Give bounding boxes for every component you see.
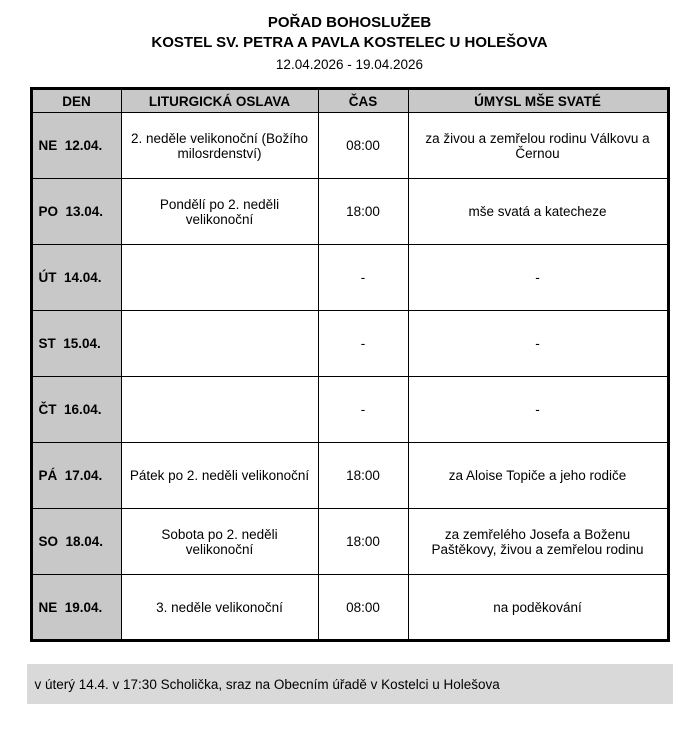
table-row bbox=[31, 311, 668, 377]
intention-cell: - bbox=[408, 311, 668, 377]
table-row bbox=[31, 179, 668, 245]
day-cell: NE 12.04. bbox=[31, 113, 121, 179]
celebration-cell: Sobota po 2. neděli velikonoční bbox=[121, 509, 318, 575]
celebration-cell bbox=[121, 245, 318, 311]
day-cell: ÚT 14.04. bbox=[31, 245, 121, 311]
time-cell: - bbox=[318, 377, 408, 443]
celebration-cell: Pondělí po 2. neděli velikonoční bbox=[121, 179, 318, 245]
day-cell: PO 13.04. bbox=[31, 179, 121, 245]
table-row bbox=[31, 245, 668, 311]
intention-cell: za zemřelého Josefa a Boženu Paštěkovy, živou a zemřelou rodinu bbox=[408, 509, 668, 575]
time-cell: - bbox=[318, 245, 408, 311]
time-cell: - bbox=[318, 311, 408, 377]
footer-note: v úterý 14.4. v 17:30 Scholička, sraz na Obecním úřadě v Kostelci u Holešova bbox=[27, 664, 673, 704]
document-title: POŘAD BOHOSLUŽEB bbox=[267, 14, 432, 31]
celebration-cell: 2. neděle velikonoční (Božího milosrdenství) bbox=[121, 113, 318, 179]
table-header-row bbox=[31, 89, 668, 113]
celebration-cell: 3. neděle velikonoční bbox=[121, 575, 318, 641]
table-row bbox=[31, 509, 668, 575]
day-cell: PÁ 17.04. bbox=[31, 443, 121, 509]
time-cell: 08:00 bbox=[318, 575, 408, 641]
time-cell: 18:00 bbox=[318, 443, 408, 509]
table-row bbox=[31, 113, 668, 179]
intention-cell: - bbox=[408, 377, 668, 443]
intention-cell: mše svatá a katecheze bbox=[408, 179, 668, 245]
celebration-cell: Pátek po 2. neděli velikonoční bbox=[121, 443, 318, 509]
document-header bbox=[0, 0, 699, 75]
intention-cell: na poděkování bbox=[408, 575, 668, 641]
day-cell: ST 15.04. bbox=[31, 311, 121, 377]
table-row bbox=[31, 377, 668, 443]
intention-cell: za Aloise Topiče a jeho rodiče bbox=[408, 443, 668, 509]
intention-cell: - bbox=[408, 245, 668, 311]
schedule-table bbox=[30, 87, 670, 642]
column-header-celebration: LITURGICKÁ OSLAVA bbox=[121, 89, 318, 113]
table-row bbox=[31, 443, 668, 509]
time-cell: 18:00 bbox=[318, 179, 408, 245]
day-cell: NE 19.04. bbox=[31, 575, 121, 641]
column-header-day: DEN bbox=[31, 89, 121, 113]
day-cell: ČT 16.04. bbox=[31, 377, 121, 443]
table-row bbox=[31, 575, 668, 641]
celebration-cell bbox=[121, 377, 318, 443]
document-subtitle: KOSTEL SV. PETRA A PAVLA KOSTELEC U HOLEŠOVA bbox=[151, 34, 548, 51]
day-cell: SO 18.04. bbox=[31, 509, 121, 575]
time-cell: 08:00 bbox=[318, 113, 408, 179]
column-header-time: ČAS bbox=[318, 89, 408, 113]
column-header-intention: ÚMYSL MŠE SVATÉ bbox=[408, 89, 668, 113]
intention-cell: za živou a zemřelou rodinu Válkovu a Černou bbox=[408, 113, 668, 179]
date-range: 12.04.2026 - 19.04.2026 bbox=[275, 57, 424, 72]
time-cell: 18:00 bbox=[318, 509, 408, 575]
celebration-cell bbox=[121, 311, 318, 377]
